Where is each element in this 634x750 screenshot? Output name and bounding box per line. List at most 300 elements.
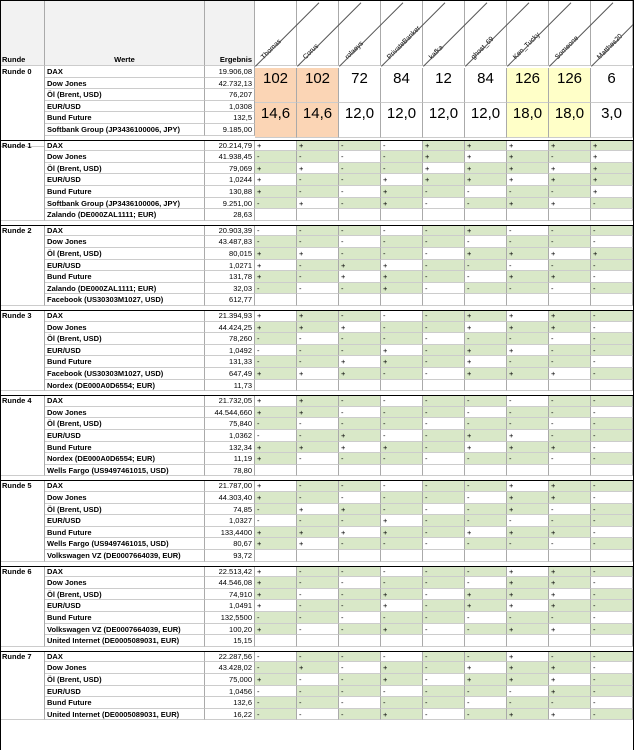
result-value: 21.394,93 (205, 310, 255, 322)
result-value: 43.487,83 (205, 236, 255, 248)
pick-cell: + (465, 527, 507, 539)
pick-cell: + (255, 140, 297, 152)
pick-cell: + (255, 368, 297, 380)
result-value: 79,069 (205, 163, 255, 175)
value-name: DAX (45, 140, 205, 152)
pick-cell: - (549, 504, 591, 516)
value-name: EUR/USD (45, 600, 205, 612)
pick-cell: - (339, 662, 381, 674)
pick-cell: - (465, 407, 507, 419)
pick-cell: - (297, 260, 339, 272)
pick-cell: + (507, 480, 549, 492)
pick-cell: - (381, 480, 423, 492)
pick-cell (255, 635, 297, 647)
pick-cell: - (255, 283, 297, 295)
value-name: DAX (45, 310, 205, 322)
value-name: Facebook (US30303M1027, USD) (45, 294, 205, 306)
pick-cell: + (381, 515, 423, 527)
round-separator (0, 651, 634, 652)
pick-cell (549, 209, 591, 221)
pick-cell: - (297, 271, 339, 283)
pick-cell: - (549, 395, 591, 407)
pick-cell: - (423, 600, 465, 612)
pick-cell: + (507, 709, 549, 721)
pick-cell: - (465, 515, 507, 527)
pick-cell: - (423, 198, 465, 210)
result-value: 1,0491 (205, 600, 255, 612)
pick-cell: - (381, 225, 423, 237)
value-name: Bund Future (45, 442, 205, 454)
pick-cell: - (339, 492, 381, 504)
pick-cell: - (591, 310, 633, 322)
value-name: Öl (Brent, USD) (45, 333, 205, 345)
pick-cell: + (381, 674, 423, 686)
value-name: Öl (Brent, USD) (45, 418, 205, 430)
pick-cell: - (591, 527, 633, 539)
pick-cell: - (255, 662, 297, 674)
pick-cell: + (507, 345, 549, 357)
pick-cell: - (423, 709, 465, 721)
pick-cell: + (465, 368, 507, 380)
pick-cell: - (339, 248, 381, 260)
pick-cell: + (465, 163, 507, 175)
pick-cell: - (465, 566, 507, 578)
pick-cell: - (255, 418, 297, 430)
pick-cell (381, 550, 423, 562)
value-name: Dow Jones (45, 151, 205, 163)
pick-cell: + (549, 600, 591, 612)
value-name: Dow Jones (45, 662, 205, 674)
pick-cell: - (423, 686, 465, 698)
pick-cell (507, 209, 549, 221)
value-name: DAX (45, 225, 205, 237)
pick-cell: - (465, 686, 507, 698)
pick-cell: - (549, 538, 591, 550)
pick-cell: + (507, 651, 549, 663)
pick-cell: - (591, 345, 633, 357)
pick-cell: - (423, 515, 465, 527)
pick-cell: - (549, 151, 591, 163)
pick-cell: + (507, 151, 549, 163)
result-value: 21.732,05 (205, 395, 255, 407)
value-name: DAX (45, 66, 205, 78)
pick-cell: - (297, 225, 339, 237)
pick-cell (423, 380, 465, 392)
pick-cell: + (255, 322, 297, 334)
score-average: 18,0 (549, 103, 591, 138)
pick-cell: + (255, 271, 297, 283)
pick-cell: - (423, 395, 465, 407)
pick-cell: - (255, 430, 297, 442)
pick-cell: + (339, 527, 381, 539)
result-value: 1,0308 (205, 101, 255, 113)
pick-cell: + (507, 140, 549, 152)
pick-cell: + (507, 624, 549, 636)
value-name: Bund Future (45, 186, 205, 198)
pick-cell: - (297, 577, 339, 589)
pick-cell: - (465, 395, 507, 407)
pick-cell: - (591, 442, 633, 454)
pick-cell: - (339, 225, 381, 237)
pick-cell: + (423, 174, 465, 186)
pick-cell: - (423, 651, 465, 663)
result-value: 44.544,660 (205, 407, 255, 419)
pick-cell: - (297, 566, 339, 578)
pick-cell: - (591, 709, 633, 721)
value-name: Wells Fargo (US9497461015, USD) (45, 538, 205, 550)
pick-cell: + (255, 395, 297, 407)
pick-cell: + (507, 310, 549, 322)
pick-cell: - (339, 236, 381, 248)
value-name: Nordex (DE000A0D6554; EUR) (45, 453, 205, 465)
pick-cell (507, 294, 549, 306)
result-value: 131,78 (205, 271, 255, 283)
pick-cell (297, 550, 339, 562)
pick-cell: + (549, 198, 591, 210)
pick-cell (423, 465, 465, 477)
result-value: 80,67 (205, 538, 255, 550)
value-name: Öl (Brent, USD) (45, 89, 205, 101)
pick-cell: + (255, 260, 297, 272)
pick-cell: + (255, 174, 297, 186)
value-name: Zalando (DE000ZAL1111; EUR) (45, 283, 205, 295)
score-points: 84 (465, 68, 507, 103)
result-value: 76,207 (205, 89, 255, 101)
pick-cell: + (591, 174, 633, 186)
pick-cell: - (339, 577, 381, 589)
value-name: Öl (Brent, USD) (45, 163, 205, 175)
pick-cell: - (549, 515, 591, 527)
pick-cell: + (423, 163, 465, 175)
value-name: EUR/USD (45, 101, 205, 113)
result-value: 22.287,56 (205, 651, 255, 663)
pick-cell: + (549, 442, 591, 454)
pick-cell: - (591, 407, 633, 419)
pick-cell: - (465, 333, 507, 345)
pick-cell: - (591, 453, 633, 465)
value-name: Öl (Brent, USD) (45, 248, 205, 260)
pick-cell: - (507, 395, 549, 407)
pick-cell: + (297, 662, 339, 674)
pick-cell (591, 550, 633, 562)
value-name: Dow Jones (45, 492, 205, 504)
pick-cell: - (381, 686, 423, 698)
pick-cell: - (591, 538, 633, 550)
pick-cell: - (423, 271, 465, 283)
result-value: 9.185,00 (205, 124, 255, 136)
pick-cell: + (549, 271, 591, 283)
value-name: Öl (Brent, USD) (45, 589, 205, 601)
result-value: 133,4400 (205, 527, 255, 539)
pick-cell: + (297, 407, 339, 419)
pick-cell: - (339, 418, 381, 430)
pick-cell: + (465, 430, 507, 442)
score-average: 12,0 (465, 103, 507, 138)
pick-cell: - (423, 624, 465, 636)
score-points: 126 (507, 68, 549, 103)
pick-cell: - (423, 566, 465, 578)
pick-cell: - (255, 225, 297, 237)
pick-cell: + (549, 686, 591, 698)
score-points: 102 (255, 68, 297, 103)
pick-cell (591, 294, 633, 306)
result-value: 130,88 (205, 186, 255, 198)
pick-cell: + (297, 163, 339, 175)
pick-cell: - (381, 407, 423, 419)
score-average: 18,0 (507, 103, 549, 138)
pick-cell: - (423, 577, 465, 589)
result-value: 1,0244 (205, 174, 255, 186)
round-label: Runde 1 (0, 140, 45, 221)
pick-cell: + (507, 674, 549, 686)
result-value: 132,5500 (205, 612, 255, 624)
pick-cell: - (549, 333, 591, 345)
pick-cell: - (255, 236, 297, 248)
pick-cell: - (297, 624, 339, 636)
pick-cell: + (255, 538, 297, 550)
pick-cell: - (465, 709, 507, 721)
pick-cell: + (255, 442, 297, 454)
score-points: 12 (423, 68, 465, 103)
pick-cell: - (591, 333, 633, 345)
pick-cell: - (465, 236, 507, 248)
pick-cell: - (339, 163, 381, 175)
pick-cell: + (507, 248, 549, 260)
pick-cell: - (381, 504, 423, 516)
value-name: EUR/USD (45, 515, 205, 527)
pick-cell: - (507, 515, 549, 527)
pick-cell: - (339, 186, 381, 198)
result-value: 15,15 (205, 635, 255, 647)
pick-cell: + (465, 345, 507, 357)
result-value: 1,0327 (205, 515, 255, 527)
pick-cell: - (591, 418, 633, 430)
pick-cell: + (339, 356, 381, 368)
pick-cell: - (591, 577, 633, 589)
score-average: 12,0 (381, 103, 423, 138)
pick-cell: - (423, 225, 465, 237)
pick-cell: - (465, 283, 507, 295)
pick-cell (297, 209, 339, 221)
pick-cell: - (339, 198, 381, 210)
pick-cell: - (381, 368, 423, 380)
result-value: 1,0271 (205, 260, 255, 272)
pick-cell: - (339, 624, 381, 636)
pick-cell: - (549, 186, 591, 198)
pick-cell: + (339, 368, 381, 380)
pick-cell: + (465, 248, 507, 260)
pick-cell (507, 550, 549, 562)
value-name: Facebook (US30303M1027, USD) (45, 368, 205, 380)
pick-cell: + (297, 310, 339, 322)
pick-cell: + (255, 310, 297, 322)
pick-cell: - (339, 686, 381, 698)
pick-cell: + (423, 140, 465, 152)
pick-cell: - (591, 480, 633, 492)
pick-cell: - (381, 453, 423, 465)
pick-cell (591, 209, 633, 221)
pick-cell (549, 635, 591, 647)
pick-cell: - (381, 492, 423, 504)
pick-cell: + (297, 248, 339, 260)
pick-cell: + (549, 174, 591, 186)
pick-cell: - (549, 612, 591, 624)
pick-cell: + (255, 163, 297, 175)
score-points: 126 (549, 68, 591, 103)
result-value: 22.513,42 (205, 566, 255, 578)
round-separator (0, 395, 634, 396)
pick-cell: - (381, 236, 423, 248)
pick-cell: - (339, 697, 381, 709)
value-name: Bund Future (45, 112, 205, 124)
pick-cell: + (381, 186, 423, 198)
pick-cell: - (507, 333, 549, 345)
pick-cell: + (591, 151, 633, 163)
result-value: 78,260 (205, 333, 255, 345)
pick-cell: + (549, 480, 591, 492)
result-value: 44.303,40 (205, 492, 255, 504)
player-name: Someone (554, 34, 581, 61)
pick-cell: + (381, 356, 423, 368)
pick-cell: - (423, 283, 465, 295)
pick-cell: - (549, 356, 591, 368)
pick-cell: + (465, 322, 507, 334)
value-name: Softbank Group (JP3436100006, JPY) (45, 124, 205, 136)
pick-cell: + (339, 442, 381, 454)
pick-cell: - (465, 651, 507, 663)
pick-cell: - (549, 345, 591, 357)
player-name: kafka (428, 44, 445, 61)
pick-cell: + (507, 174, 549, 186)
pick-cell: - (297, 589, 339, 601)
pick-cell: + (549, 577, 591, 589)
pick-cell: - (339, 480, 381, 492)
player-name: PrivateBanker (386, 24, 423, 61)
pick-cell: - (465, 480, 507, 492)
pick-cell: - (423, 697, 465, 709)
pick-cell: - (297, 356, 339, 368)
pick-cell: + (255, 186, 297, 198)
pick-cell: - (591, 368, 633, 380)
value-name: United Internet (DE0005089031, EUR) (45, 709, 205, 721)
pick-cell: - (339, 151, 381, 163)
pick-cell: - (381, 566, 423, 578)
pick-cell: - (297, 418, 339, 430)
pick-cell: - (465, 260, 507, 272)
pick-cell: - (339, 333, 381, 345)
pick-cell: + (297, 140, 339, 152)
pick-cell: - (591, 662, 633, 674)
pick-cell: - (549, 697, 591, 709)
pick-cell: - (255, 198, 297, 210)
pick-cell: - (297, 686, 339, 698)
pick-cell: + (297, 442, 339, 454)
pick-cell: - (339, 345, 381, 357)
pick-cell: - (423, 260, 465, 272)
frame-line (0, 0, 634, 1)
score-points: 102 (297, 68, 339, 103)
pick-cell: - (423, 527, 465, 539)
result-value: 1,0456 (205, 686, 255, 698)
pick-cell: + (465, 310, 507, 322)
pick-cell: + (465, 442, 507, 454)
pick-cell (507, 380, 549, 392)
pick-cell: - (549, 418, 591, 430)
value-name: Zalando (DE000ZAL1111; EUR) (45, 209, 205, 221)
pick-cell (297, 635, 339, 647)
player-name: ghost_69 (470, 35, 496, 61)
pick-cell (591, 380, 633, 392)
pick-cell: - (339, 589, 381, 601)
pick-cell: - (465, 538, 507, 550)
pick-cell: + (465, 356, 507, 368)
result-value: 19.906,08 (205, 66, 255, 78)
value-name: Bund Future (45, 612, 205, 624)
pick-cell (339, 209, 381, 221)
result-value: 44.424,25 (205, 322, 255, 334)
pick-cell: - (507, 612, 549, 624)
pick-cell: + (381, 198, 423, 210)
result-value: 1,0492 (205, 345, 255, 357)
pick-cell: - (255, 612, 297, 624)
frame-line (0, 0, 1, 750)
pick-cell: - (591, 492, 633, 504)
pick-cell: - (297, 283, 339, 295)
pick-cell: + (297, 538, 339, 550)
pick-cell: + (591, 140, 633, 152)
pick-cell: - (255, 356, 297, 368)
pick-cell: - (591, 198, 633, 210)
pick-cell: - (423, 186, 465, 198)
pick-cell: - (549, 453, 591, 465)
pick-cell: - (507, 538, 549, 550)
pick-cell (381, 465, 423, 477)
pick-cell: - (297, 151, 339, 163)
pick-cell: - (591, 515, 633, 527)
pick-cell: + (591, 186, 633, 198)
pick-cell: + (381, 345, 423, 357)
pick-cell: + (297, 368, 339, 380)
pick-cell: - (465, 271, 507, 283)
pick-cell: - (339, 407, 381, 419)
result-value: 75,000 (205, 674, 255, 686)
score-points: 72 (339, 68, 381, 103)
value-name: Dow Jones (45, 407, 205, 419)
pick-cell: + (507, 163, 549, 175)
pick-cell: - (507, 260, 549, 272)
pick-cell: + (381, 283, 423, 295)
pick-cell: - (339, 283, 381, 295)
pick-cell: + (297, 322, 339, 334)
result-value: 20.214,79 (205, 140, 255, 152)
pick-cell: - (423, 442, 465, 454)
score-average: 3,0 (591, 103, 633, 138)
result-value: 9.251,00 (205, 198, 255, 210)
pick-cell: - (591, 225, 633, 237)
result-value: 41.938,45 (205, 151, 255, 163)
pick-cell: - (255, 651, 297, 663)
round-separator (0, 140, 634, 141)
pick-cell: + (255, 589, 297, 601)
pick-cell: + (549, 527, 591, 539)
result-value: 20.903,39 (205, 225, 255, 237)
value-name: Wells Fargo (US9497461015, USD) (45, 465, 205, 477)
pick-cell: - (297, 492, 339, 504)
pick-cell: - (381, 322, 423, 334)
pick-cell (339, 465, 381, 477)
pick-cell (549, 465, 591, 477)
pick-cell: + (465, 225, 507, 237)
